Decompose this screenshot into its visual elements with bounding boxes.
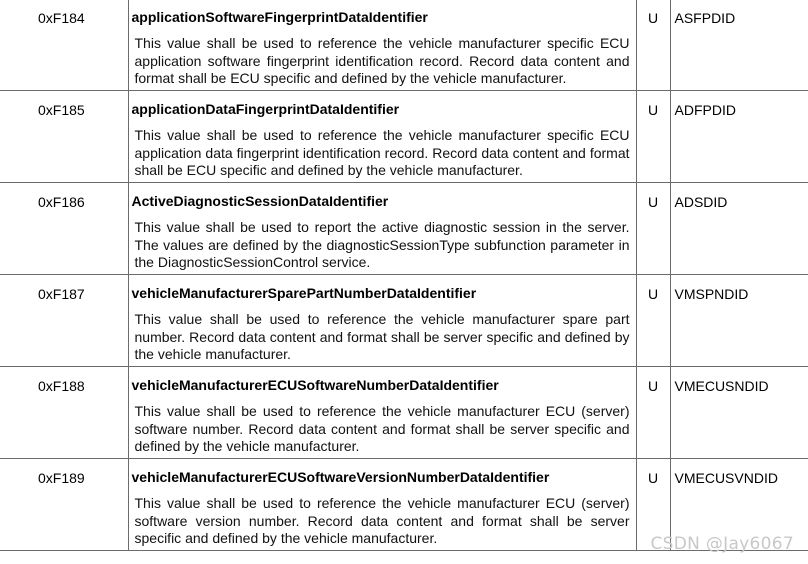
did-description-cell <box>128 367 636 459</box>
did-description-cell <box>128 0 636 91</box>
did-description-cell <box>128 275 636 367</box>
did-u-flag: U <box>636 459 670 551</box>
did-u-flag: U <box>636 183 670 275</box>
did-name: applicationSoftwareFingerprintDataIdentifier <box>131 9 428 25</box>
did-name: vehicleManufacturerSparePartNumberDataIdentifier <box>131 285 477 301</box>
did-u-flag: U <box>636 275 670 367</box>
did-value: 0xF189 <box>0 459 128 551</box>
did-description: This value shall be used to reference the vehicle manufacturer specific ECU application software fingerprint identification record. Record data content and format shall be ECU specific and defined by the vehicle manufacturer. <box>134 35 630 87</box>
did-value: 0xF186 <box>0 183 128 275</box>
did-description: This value shall be used to reference the vehicle manufacturer ECU (server) software number. Record data content and format shall be server specific and defined by the vehicle manufacturer. <box>134 403 630 455</box>
did-abbreviation: ASFPDID <box>670 0 808 91</box>
did-name: vehicleManufacturerECUSoftwareNumberDataIdentifier <box>131 377 499 393</box>
did-description-cell <box>128 91 636 183</box>
did-name: ActiveDiagnosticSessionDataIdentifier <box>131 193 389 209</box>
did-value: 0xF185 <box>0 91 128 183</box>
did-description: This value shall be used to reference the vehicle manufacturer ECU (server) software version number. Record data content and format shall be server specific and defined by the vehicle manufacturer. <box>134 495 630 547</box>
did-u-flag: U <box>636 91 670 183</box>
table-row <box>0 183 808 275</box>
did-abbreviation: VMECUSVNDID <box>670 459 808 551</box>
did-u-flag: U <box>636 367 670 459</box>
did-description-cell <box>128 459 636 551</box>
did-value: 0xF184 <box>0 0 128 91</box>
table-row <box>0 0 808 91</box>
did-abbreviation: ADSDID <box>670 183 808 275</box>
table-row <box>0 275 808 367</box>
table-row <box>0 367 808 459</box>
did-name: vehicleManufacturerECUSoftwareVersionNumberDataIdentifier <box>131 469 550 485</box>
table-row <box>0 91 808 183</box>
did-abbreviation: VMECUSNDID <box>670 367 808 459</box>
did-abbreviation: ADFPDID <box>670 91 808 183</box>
did-value: 0xF188 <box>0 367 128 459</box>
did-value: 0xF187 <box>0 275 128 367</box>
did-description: This value shall be used to reference the vehicle manufacturer specific ECU application data fingerprint identification record. Record data content and format shall be ECU specific and defined by the vehicle manufacturer. <box>134 127 630 179</box>
did-description: This value shall be used to report the active diagnostic session in the server. The values are defined by the diagnosticSessionType subfunction parameter in the DiagnosticSessionControl service. <box>134 219 630 271</box>
did-description: This value shall be used to reference the vehicle manufacturer spare part number. Record data content and format shall be server specific and defined by the vehicle manufacturer. <box>134 311 630 363</box>
watermark: CSDN @Jay6067 <box>650 534 794 554</box>
did-description-cell <box>128 183 636 275</box>
did-name: applicationDataFingerprintDataIdentifier <box>131 101 400 117</box>
did-u-flag: U <box>636 0 670 91</box>
did-abbreviation: VMSPNDID <box>670 275 808 367</box>
